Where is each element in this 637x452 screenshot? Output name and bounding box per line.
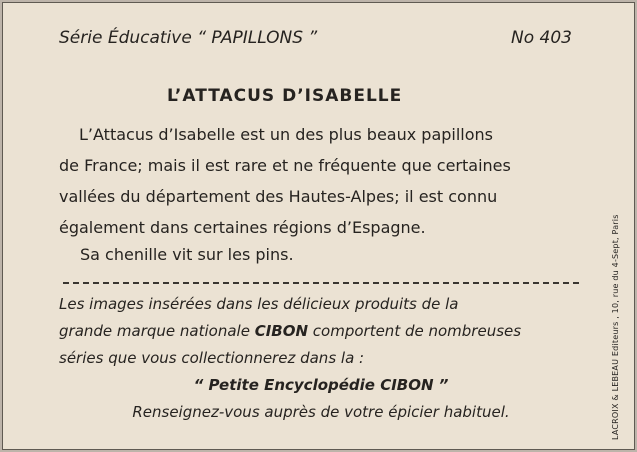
publisher-imprint: LACROIX & LEBEAU Editeurs , 10, rue du 4-Sept, Paris xyxy=(611,214,620,440)
promo-text-fragment: “ Petite Encyclopédie xyxy=(193,376,381,394)
description xyxy=(59,119,579,243)
caterpillar-note: Sa chenille vit sur les pins. xyxy=(80,245,294,264)
brand-name: CIBON xyxy=(254,322,309,340)
description-line: L’Attacus d’Isabelle est un des plus beaux papillons xyxy=(79,125,494,144)
promo-line: Les images insérées dans les délicieux produits de la xyxy=(59,295,459,313)
dashed-divider xyxy=(63,282,579,284)
brand-name: CIBON xyxy=(380,376,434,394)
promo-line xyxy=(59,318,583,345)
description-line: de France; mais il est rare et ne fréquente que certaines xyxy=(59,156,511,175)
promo-text-fragment: grande marque nationale xyxy=(59,322,255,340)
description-line: également dans certaines régions d’Espagne. xyxy=(59,218,426,237)
promo-text xyxy=(59,291,583,426)
promo-text-fragment: comportent de nombreuses xyxy=(308,322,522,340)
promo-line: Renseignez-vous auprès de votre épicier habituel. xyxy=(132,403,510,421)
promo-line: séries que vous collectionnerez dans la : xyxy=(59,349,365,367)
card-number: No 403 xyxy=(511,28,572,48)
card-title: L’ATTACUS D’ISABELLE xyxy=(167,86,403,106)
trading-card xyxy=(2,2,635,450)
encyclopedia-title xyxy=(59,372,583,399)
series-label: Série Éducative “ PAPILLONS ” xyxy=(59,28,318,48)
description-line: vallées du département des Hautes-Alpes; il est connu xyxy=(59,187,498,206)
promo-text-fragment: ” xyxy=(433,376,449,394)
